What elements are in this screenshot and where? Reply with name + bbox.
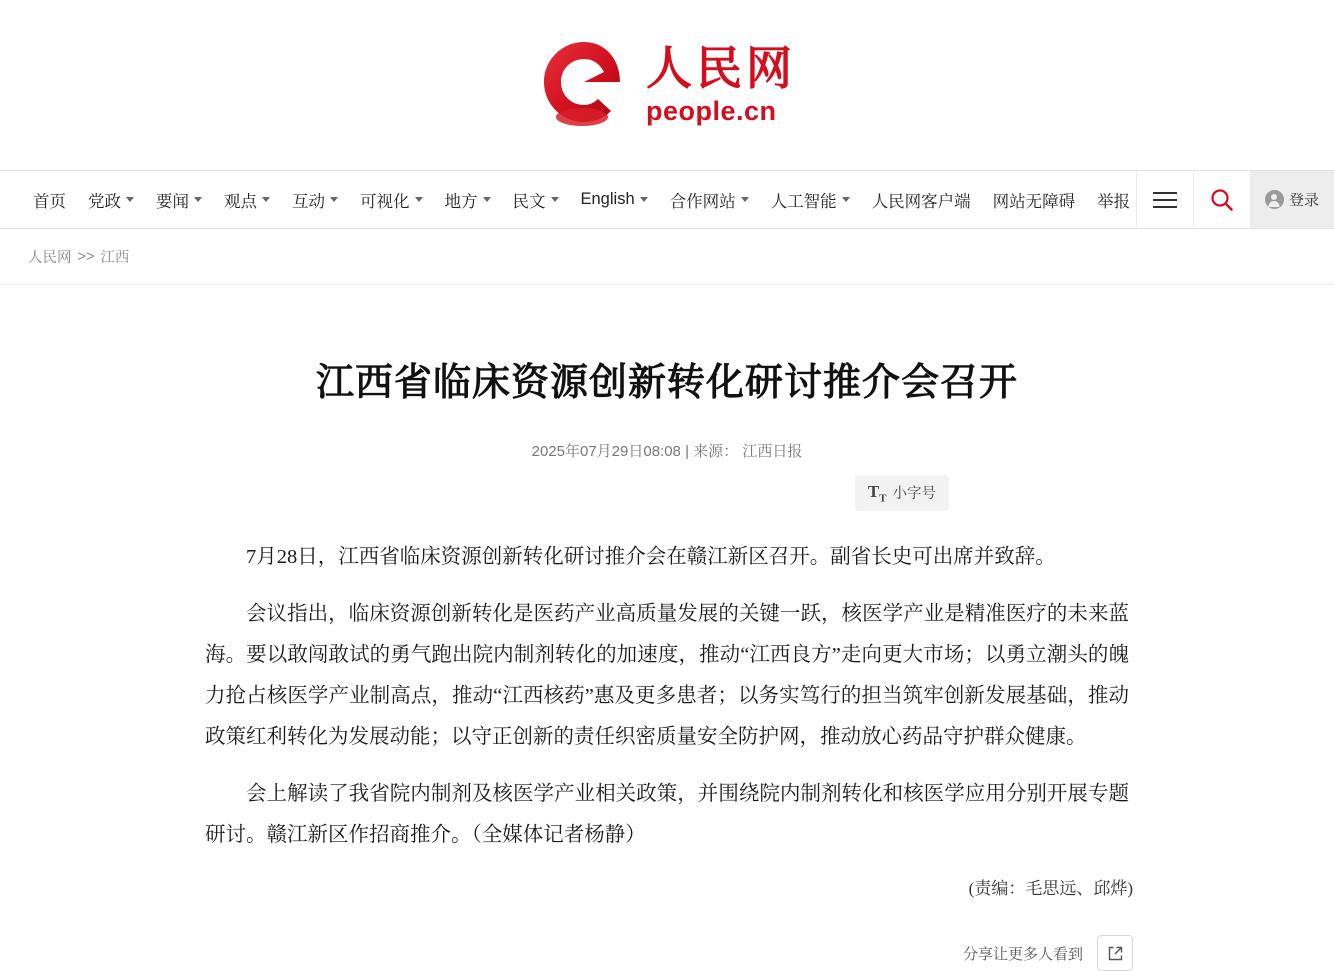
nav-item-label: 举报 xyxy=(1097,192,1131,211)
nav-item-label: 互动 xyxy=(292,192,325,211)
nav-item-12[interactable] xyxy=(982,171,1087,228)
chevron-down-icon xyxy=(262,197,270,202)
nav-right-controls xyxy=(1136,171,1334,228)
font-size-button[interactable] xyxy=(855,475,949,511)
article-paragraph-2: 会上解读了我省院内制剂及核医学产业相关政策，并围绕院内制剂转化和核医学应用分别开展专题研讨。赣江新区作招商推介。（全媒体记者杨静） xyxy=(205,783,1129,847)
nav-item-9[interactable] xyxy=(659,171,760,228)
nav-item-label: 网站无障碍 xyxy=(992,192,1076,211)
nav-item-6[interactable] xyxy=(434,171,502,228)
editor-credit: (责编：毛思远、邱烨) xyxy=(968,879,1133,899)
nav-item-label: 地方 xyxy=(444,192,478,211)
breadcrumb-separator: >> xyxy=(77,248,95,265)
font-size-icon: $T_T$ xyxy=(867,481,887,505)
nav-item-label: 合作网站 xyxy=(669,192,736,211)
nav-item-label: 可视化 xyxy=(360,192,410,211)
breadcrumb-item-region[interactable]: 江西 xyxy=(100,250,130,266)
article-body xyxy=(157,537,1177,856)
share-row xyxy=(157,935,1177,971)
main-navigation xyxy=(0,171,1334,229)
nav-item-4[interactable] xyxy=(281,171,349,228)
article-paragraph-1: 会议指出，临床资源创新转化是医药产业高质量发展的关键一跃，核医学产业是精准医疗的未来蓝海。要以敢闯敢试的勇气跑出院内制剂转化的加速度，推动“江西良方”走向更大市场；以勇立潮头的魄力抢占核医学产业制高点，推动“江西核药”惠及更多患者；以务实笃行的担当筑牢创新发展基础，推动政策红利转化为发展动能；以守正创新的责任织密质量安全防护网，推动放心药品守护群众健康。 xyxy=(205,603,1129,749)
nav-item-label: 观点 xyxy=(224,192,257,211)
nav-item-1[interactable] xyxy=(77,171,145,228)
nav-item-13[interactable] xyxy=(1086,171,1141,228)
nav-item-label: 党政 xyxy=(88,192,121,211)
article-datetime: 2025年07月29日08:08 xyxy=(531,442,681,460)
article-paragraph-0: 7月28日，江西省临床资源创新转化研讨推介会在赣江新区召开。副省长史可出席并致辞。 xyxy=(246,546,1056,569)
hamburger-icon[interactable] xyxy=(1136,171,1193,228)
nav-item-10[interactable] xyxy=(760,171,861,228)
nav-item-label: 要闻 xyxy=(156,192,189,211)
logo-text-en: people.cn xyxy=(646,96,777,127)
nav-item-list xyxy=(22,171,1136,228)
login-label: 登录 xyxy=(1288,192,1319,209)
nav-item-label: 民文 xyxy=(512,192,546,211)
share-label: 分享让更多人看到 xyxy=(962,945,1083,963)
chevron-down-icon xyxy=(330,197,338,202)
login-button[interactable] xyxy=(1250,171,1334,228)
chevron-down-icon xyxy=(842,197,850,202)
nav-item-label: English xyxy=(580,190,635,208)
article-meta xyxy=(157,440,1177,461)
nav-item-label: 人工智能 xyxy=(770,192,837,211)
nav-item-8[interactable] xyxy=(570,171,659,228)
chevron-down-icon xyxy=(194,197,202,202)
article xyxy=(157,285,1177,971)
nav-item-label: 首页 xyxy=(33,192,66,211)
chevron-down-icon xyxy=(551,197,559,202)
chevron-down-icon xyxy=(126,197,134,202)
nav-item-label: 人民网客户端 xyxy=(871,192,971,211)
site-logo[interactable] xyxy=(538,39,796,131)
font-size-label: 小字号 xyxy=(892,486,936,503)
breadcrumb xyxy=(0,229,1334,285)
source-name[interactable]: 江西日报 xyxy=(742,442,803,460)
logo-text-cn: 人民网 xyxy=(646,41,796,94)
nav-item-3[interactable] xyxy=(213,171,281,228)
site-header xyxy=(0,0,1334,171)
avatar-icon xyxy=(1265,190,1284,209)
share-external-icon[interactable] xyxy=(1097,935,1133,971)
search-icon[interactable] xyxy=(1193,171,1250,228)
nav-item-2[interactable] xyxy=(145,171,213,228)
breadcrumb-item-home[interactable]: 人民网 xyxy=(28,250,72,266)
chevron-down-icon xyxy=(483,197,491,202)
chevron-down-icon xyxy=(415,197,423,202)
nav-item-5[interactable] xyxy=(349,171,434,228)
fontsize-row xyxy=(157,475,1177,511)
source-label: 来源： xyxy=(693,442,739,460)
page-title: 江西省临床资源创新转化研讨推介会召开 xyxy=(315,362,1018,405)
nav-item-0[interactable] xyxy=(22,171,77,228)
people-cn-logo-icon xyxy=(538,39,630,131)
nav-item-11[interactable] xyxy=(861,171,982,228)
chevron-down-icon xyxy=(741,197,749,202)
chevron-down-icon xyxy=(640,197,648,202)
meta-separator: | xyxy=(685,442,689,460)
nav-item-7[interactable] xyxy=(502,171,570,228)
